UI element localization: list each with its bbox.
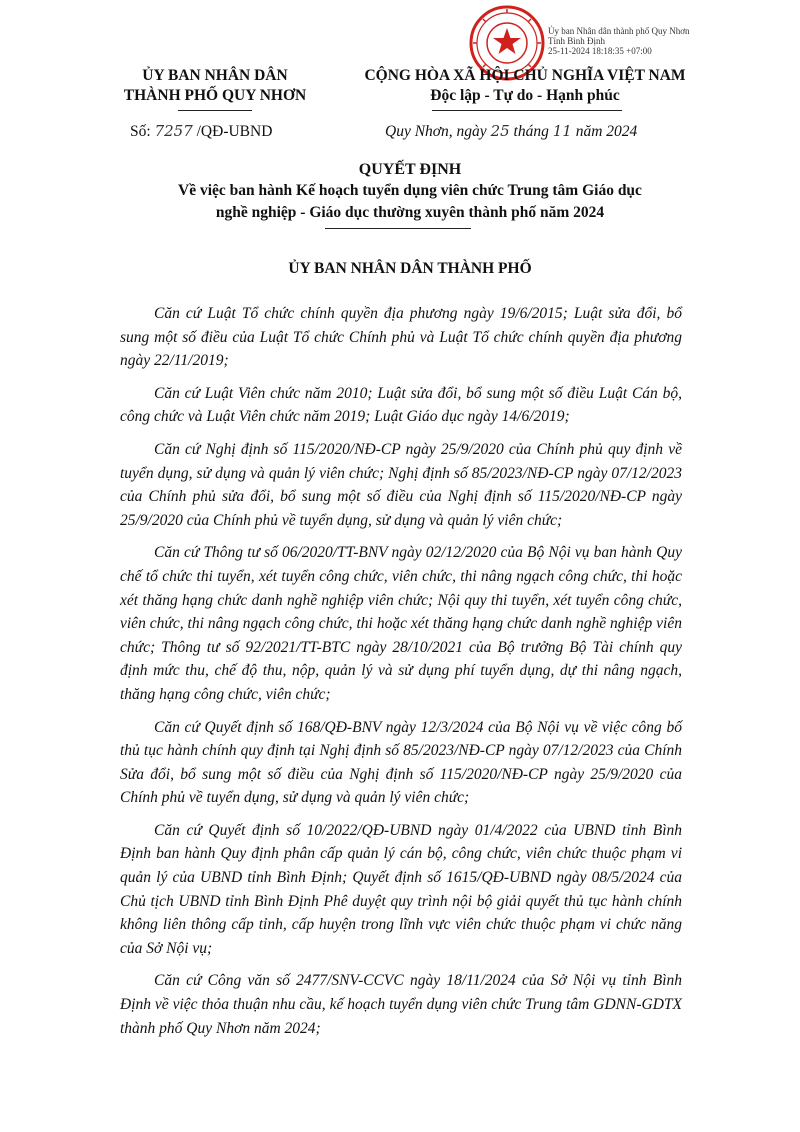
- date-month: 11: [552, 122, 572, 140]
- legal-basis: [120, 302, 682, 1049]
- digital-signature-info: [548, 26, 788, 56]
- legal-basis-paragraph: Căn cứ Quyết định số 10/2022/QĐ-UBND ngày 01/4/2022 của UBND tỉnh Bình Định ban hành Quy định phân cấp quản lý cán bộ, công chức, viên chức thuộc phạm vi quản lý của UBND tỉnh Bình Định; Quyết định số 1615/QĐ-UBND ngày 08/5/2024 của Chủ tịch UBND tỉnh Bình Định Phê duyệt quy trình nội bộ giải quyết thủ tục hành chính không liên thông cấp tỉnh, cấp huyện trong lĩnh vực viên chức thuộc phạm vi chức năng của Sở Nội vụ;: [120, 821, 682, 957]
- title-underline: [325, 228, 471, 229]
- date-month-label: tháng: [513, 123, 549, 140]
- motto-underline: [432, 110, 622, 111]
- agency-underline: [178, 110, 252, 111]
- national-motto: [335, 66, 715, 106]
- legal-basis-paragraph: Căn cứ Thông tư số 06/2020/TT-BNV ngày 02/12/2020 của Bộ Nội vụ ban hành Quy chế tổ chức thi tuyển, xét tuyển công chức, viên chức, thi nâng ngạch công chức, thi hoặc xét thăng hạng chức danh nghề nghiệp viên chức; Nội quy thi tuyển, xét tuyển công chức, viên chức, thi nâng ngạch công chức, thi hoặc xét thăng hạng chức danh nghề nghiệp viên chức; Thông tư số 92/2021/TT-BTC ngày 28/10/2021 của Bộ trưởng Bộ Tài chính quy định mức thu, chế độ thu, nộp, quản lý và sử dụng phí tuyển dụng, dự thi nâng ngạch, thăng hạng công chức, viên chức;: [120, 544, 682, 703]
- number-handwritten: 7257: [154, 122, 193, 140]
- date-day: 25: [490, 122, 510, 140]
- nation-name: CỘNG HÒA XÃ HỘI CHỦ NGHĨA VIỆT NAM: [364, 67, 686, 84]
- legal-basis-paragraph: Căn cứ Quyết định số 168/QĐ-BNV ngày 12/3/2024 của Bộ Nội vụ về việc công bố thủ tục hành chính quy định tại Nghị định số 85/2023/NĐ-CP ngày 07/12/2023 của Chính Sửa đổi, bổ sung một số điều của Nghị định số 115/2020/NĐ-CP ngày 25/9/2020 của Chính phủ về tuyển dụng, sử dụng và quản lý viên chức;: [120, 718, 682, 807]
- issue-date: [385, 122, 637, 141]
- subject-line-1: Về việc ban hành Kế hoạch tuyển dụng viên chức Trung tâm Giáo dục: [178, 182, 642, 199]
- legal-basis-paragraph: Căn cứ Luật Viên chức năm 2010; Luật sửa đổi, bổ sung một số điều Luật Cán bộ, công chức và Luật Viên chức năm 2019; Luật Giáo dục ngày 14/6/2019;: [120, 384, 682, 426]
- legal-basis-paragraph: Căn cứ Luật Tổ chức chính quyền địa phương ngày 19/6/2015; Luật sửa đổi, bổ sung một số điều của Luật Tổ chức Chính phủ và Luật Tổ chức chính quyền địa phương ngày 22/11/2019;: [120, 305, 682, 370]
- nation-motto: Độc lập - Tự do - Hạnh phúc: [430, 87, 620, 104]
- agency-line-1: ỦY BAN NHÂN DÂN: [142, 67, 288, 84]
- date-place: Quy Nhơn, ngày: [385, 123, 487, 140]
- document-subject: [100, 180, 720, 224]
- subject-line-2: nghề nghiệp - Giáo dục thường xuyên thành phố năm 2024: [215, 204, 605, 221]
- document-type: QUYẾT ĐỊNH: [358, 161, 462, 178]
- number-prefix: Số:: [130, 123, 151, 140]
- date-year: năm 2024: [575, 123, 638, 140]
- issuing-authority: ỦY BAN NHÂN DÂN THÀNH PHỐ: [288, 260, 532, 277]
- agency-line-2: THÀNH PHỐ QUY NHƠN: [123, 87, 307, 104]
- legal-basis-paragraph: Căn cứ Công văn số 2477/SNV-CCVC ngày 18/11/2024 của Sở Nội vụ tỉnh Bình Định về việc thỏa thuận nhu cầu, kế hoạch tuyển dụng viên chức Trung tâm GDNN-GDTX thành phố Quy Nhơn năm 2024;: [120, 972, 682, 1037]
- number-suffix: /QĐ-UBND: [196, 123, 273, 140]
- issuing-agency: [95, 66, 335, 106]
- signature-province: Tỉnh Bình Định: [548, 36, 606, 46]
- signature-signer: Ủy ban Nhân dân thành phố Quy Nhơn: [548, 26, 690, 36]
- legal-basis-paragraph: Căn cứ Nghị định số 115/2020/NĐ-CP ngày 25/9/2020 của Chính phủ quy định về tuyển dụng, sử dụng và quản lý viên chức; Nghị định số 85/2023/NĐ-CP ngày 07/12/2023 của Chính phủ sửa đổi, bổ sung một số điều của Nghị định số 115/2020/NĐ-CP ngày 25/9/2020 của Chính phủ về tuyển dụng, sử dụng và quản lý viên chức;: [120, 440, 682, 529]
- document-number: [130, 122, 272, 141]
- signature-timestamp: 25-11-2024 18:18:35 +07:00: [548, 46, 652, 56]
